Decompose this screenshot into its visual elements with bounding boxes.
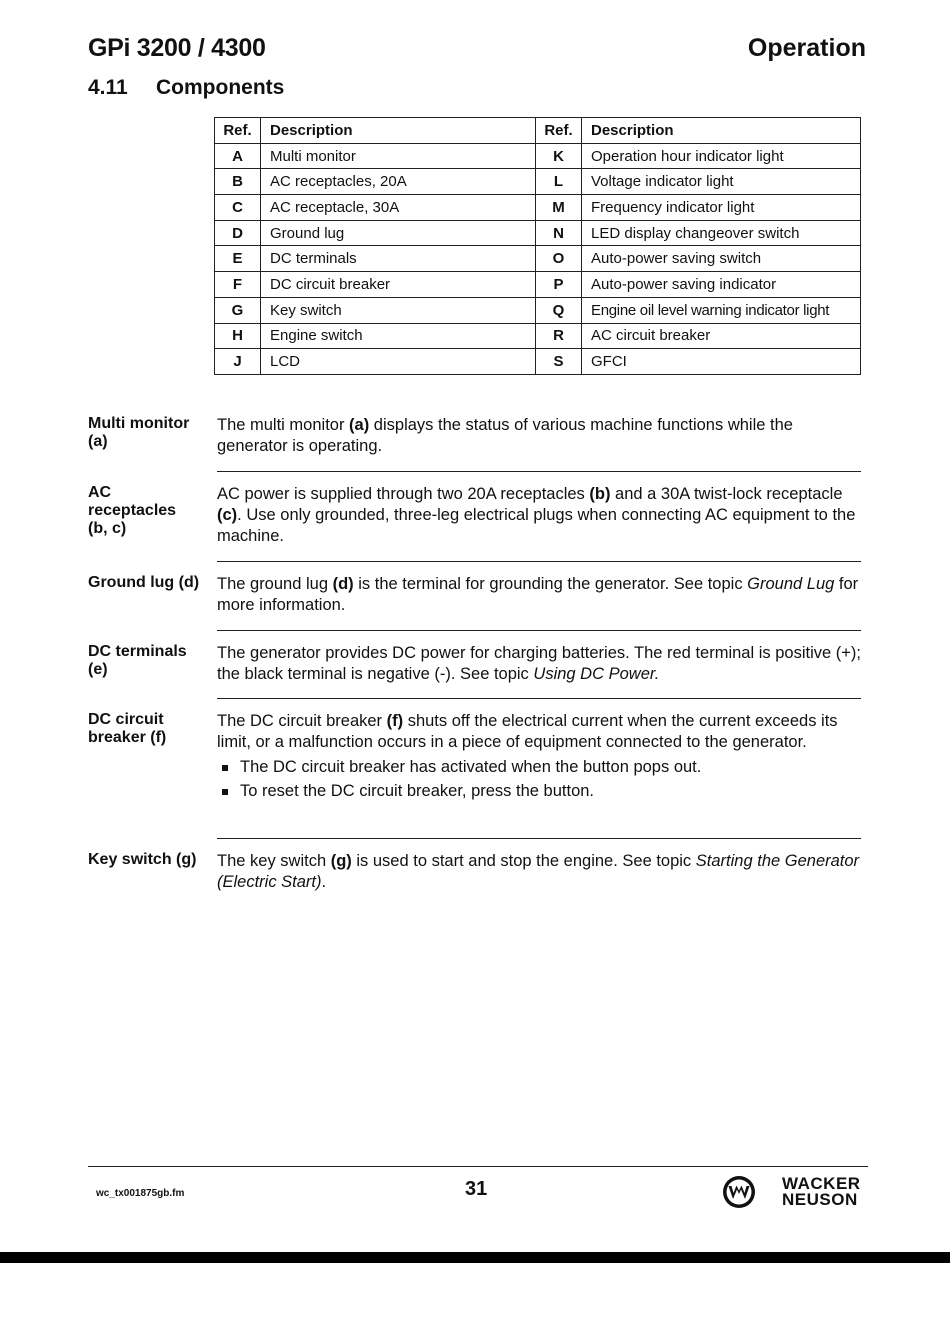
description-cell: Auto-power saving indicator	[582, 272, 861, 298]
ref-cell: B	[215, 169, 261, 195]
section-body: The generator provides DC power for charging batteries. The red terminal is positive (+); the black terminal is negative (-). See topic Using DC Power.	[217, 644, 861, 683]
ref-cell: J	[215, 349, 261, 375]
section-label: DC terminals (e)	[88, 643, 187, 678]
description-cell: AC receptacles, 20A	[261, 169, 536, 195]
table-row	[215, 297, 861, 323]
ref-cell: D	[215, 220, 261, 246]
footer-filename: wc_tx001875gb.fm	[96, 1188, 185, 1199]
ref-cell: G	[215, 297, 261, 323]
section-number: 4.11	[88, 76, 128, 99]
chapter-title: Operation	[747, 34, 866, 62]
description-cell: DC circuit breaker	[261, 272, 536, 298]
ref-cell: C	[215, 195, 261, 221]
description-cell: Auto-power saving switch	[582, 246, 861, 272]
brand-logo-text: WACKER NEUSON	[782, 1174, 861, 1209]
section-body: The key switch (g) is used to start and stop the engine. See topic Starting the Generator (Electric Start).	[217, 852, 860, 891]
header-ref-2: Ref.	[536, 118, 582, 144]
ref-cell: P	[536, 272, 582, 298]
description-cell: Voltage indicator light	[582, 169, 861, 195]
description-cell: Key switch	[261, 297, 536, 323]
list-item: To reset the DC circuit breaker, press the button.	[217, 781, 861, 802]
table-row	[215, 323, 861, 349]
description-cell: LCD	[261, 349, 536, 375]
ref-cell: M	[536, 195, 582, 221]
ref-cell: R	[536, 323, 582, 349]
header-description-1: Description	[261, 118, 536, 144]
footer-divider	[88, 1166, 868, 1167]
description-cell: Operation hour indicator light	[582, 143, 861, 169]
table-row	[215, 349, 861, 375]
section-body: The multi monitor (a) displays the status of various machine functions while the generator is operating.	[217, 416, 793, 455]
section-divider	[217, 630, 861, 631]
ref-cell: Q	[536, 297, 582, 323]
description-cell: Ground lug	[261, 220, 536, 246]
ref-cell: E	[215, 246, 261, 272]
section-heading	[88, 76, 284, 100]
header-description-2: Description	[582, 118, 861, 144]
header-ref-1: Ref.	[215, 118, 261, 144]
section-label: Ground lug (d)	[88, 574, 200, 591]
ref-cell: A	[215, 143, 261, 169]
description-cell: DC terminals	[261, 246, 536, 272]
ref-cell: K	[536, 143, 582, 169]
ref-cell: H	[215, 323, 261, 349]
ref-cell: O	[536, 246, 582, 272]
section-label: DC circuit breaker (f)	[88, 711, 167, 746]
table-header-row	[215, 118, 861, 144]
description-cell: Multi monitor	[261, 143, 536, 169]
table-row	[215, 195, 861, 221]
list-item: The DC circuit breaker has activated when the button pops out.	[217, 757, 861, 778]
description-cell: GFCI	[582, 349, 861, 375]
description-cell: Engine oil level warning indicator light	[582, 297, 861, 323]
table-row	[215, 169, 861, 195]
table-row	[215, 143, 861, 169]
description-cell: Engine switch	[261, 323, 536, 349]
section-body: AC power is supplied through two 20A receptacles (b) and a 30A twist-lock receptacle (c). Use only grounded, three-leg electrical plugs when connecting AC equipment to the machine.	[217, 485, 856, 545]
description-cell: AC receptacle, 30A	[261, 195, 536, 221]
bullet-list	[217, 757, 861, 802]
description-cell: LED display changeover switch	[582, 220, 861, 246]
wacker-neuson-logo-icon	[722, 1175, 756, 1209]
page-bottom-bar	[0, 1252, 950, 1263]
ref-cell: N	[536, 220, 582, 246]
table-row	[215, 220, 861, 246]
section-label: AC receptacles (b, c)	[88, 484, 177, 537]
section-body: The ground lug (d) is the terminal for grounding the generator. See topic Ground Lug for more information.	[217, 575, 859, 614]
document-title: GPi 3200 / 4300	[88, 34, 266, 62]
section-divider	[217, 471, 861, 472]
ref-cell: S	[536, 349, 582, 375]
description-cell: AC circuit breaker	[582, 323, 861, 349]
ref-cell: L	[536, 169, 582, 195]
components-table	[214, 117, 861, 375]
section-label: Multi monitor (a)	[88, 415, 190, 450]
page-number: 31	[465, 1178, 488, 1200]
section-label: Key switch (g)	[88, 851, 197, 868]
section-heading-text: Components	[156, 76, 285, 99]
ref-cell: F	[215, 272, 261, 298]
description-cell: Frequency indicator light	[582, 195, 861, 221]
section-divider	[217, 838, 861, 839]
table-row	[215, 246, 861, 272]
section-divider	[217, 698, 861, 699]
table-row	[215, 272, 861, 298]
section-divider	[217, 561, 861, 562]
section-body: The DC circuit breaker (f) shuts off the electrical current when the current exceeds its limit, or a malfunction occurs in a piece of equipment connected to the generator. The DC circuit breaker has activated when the button pops out. To reset the DC circuit breaker, press the button.	[217, 711, 861, 805]
